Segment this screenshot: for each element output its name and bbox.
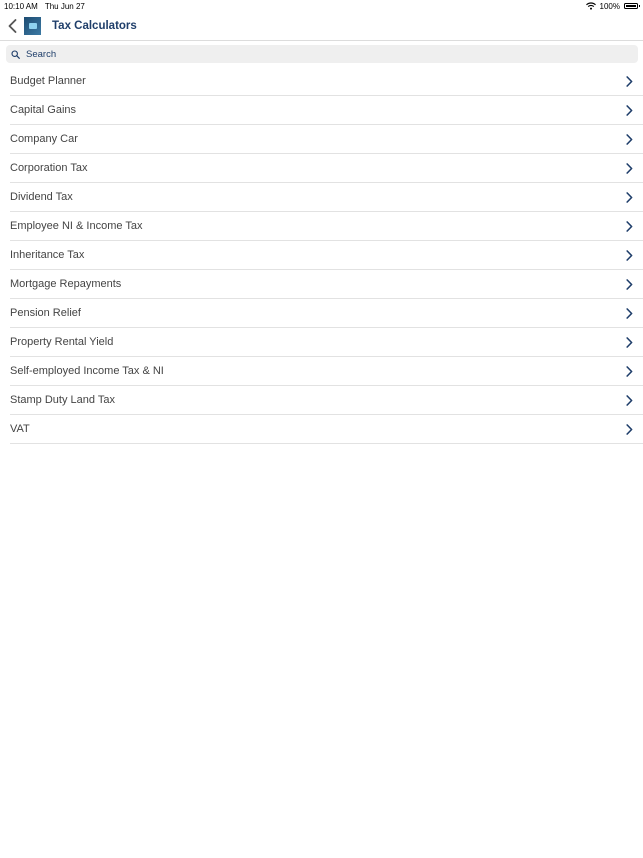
- back-button[interactable]: [3, 12, 21, 40]
- chevron-right-icon: [624, 394, 634, 406]
- page-title: Tax Calculators: [52, 20, 137, 32]
- chevron-right-icon: [624, 365, 634, 377]
- list-item-label: Corporation Tax: [10, 162, 88, 174]
- search-input[interactable]: [26, 49, 638, 60]
- list-item-label: Budget Planner: [10, 75, 86, 87]
- list-item-label: VAT: [10, 423, 30, 435]
- list-item[interactable]: [10, 328, 643, 357]
- list-item-label: Company Car: [10, 133, 78, 145]
- list-item-label: Mortgage Repayments: [10, 278, 122, 290]
- list-item-label: Pension Relief: [10, 307, 81, 319]
- list-item[interactable]: [10, 241, 643, 270]
- navigation-bar: [0, 12, 643, 41]
- search-icon: [11, 50, 20, 59]
- calculator-list: [10, 67, 643, 444]
- app-logo: [24, 17, 41, 35]
- list-item[interactable]: [10, 386, 643, 415]
- list-item[interactable]: [10, 212, 643, 241]
- chevron-left-icon: [8, 19, 17, 33]
- list-item[interactable]: [10, 415, 643, 444]
- list-item[interactable]: [10, 154, 643, 183]
- list-item[interactable]: [10, 96, 643, 125]
- list-item[interactable]: [10, 67, 643, 96]
- list-item[interactable]: [10, 270, 643, 299]
- chevron-right-icon: [624, 336, 634, 348]
- list-item[interactable]: [10, 357, 643, 386]
- list-item[interactable]: [10, 183, 643, 212]
- list-item-label: Property Rental Yield: [10, 336, 114, 348]
- chevron-right-icon: [624, 191, 634, 203]
- chevron-right-icon: [624, 278, 634, 290]
- list-item-label: Capital Gains: [10, 104, 77, 116]
- chevron-right-icon: [624, 162, 634, 174]
- chevron-right-icon: [624, 220, 634, 232]
- chevron-right-icon: [624, 307, 634, 319]
- wifi-icon: [586, 2, 596, 10]
- chevron-right-icon: [624, 249, 634, 261]
- chevron-right-icon: [624, 133, 634, 145]
- list-item-label: Stamp Duty Land Tax: [10, 394, 115, 406]
- search-bar[interactable]: [6, 45, 638, 63]
- status-bar: [0, 0, 643, 12]
- list-item-label: Self-employed Income Tax & NI: [10, 365, 164, 377]
- battery-percent: 100%: [599, 1, 620, 11]
- chevron-right-icon: [624, 104, 634, 116]
- status-date: Thu Jun 27: [44, 1, 85, 11]
- list-item-label: Inheritance Tax: [10, 249, 85, 261]
- chevron-right-icon: [624, 423, 634, 435]
- list-item-label: Dividend Tax: [10, 191, 73, 203]
- list-item-label: Employee NI & Income Tax: [10, 220, 143, 232]
- list-item[interactable]: [10, 125, 643, 154]
- status-time: 10:10 AM: [4, 1, 38, 11]
- chevron-right-icon: [624, 75, 634, 87]
- battery-icon: [624, 3, 638, 9]
- list-item[interactable]: [10, 299, 643, 328]
